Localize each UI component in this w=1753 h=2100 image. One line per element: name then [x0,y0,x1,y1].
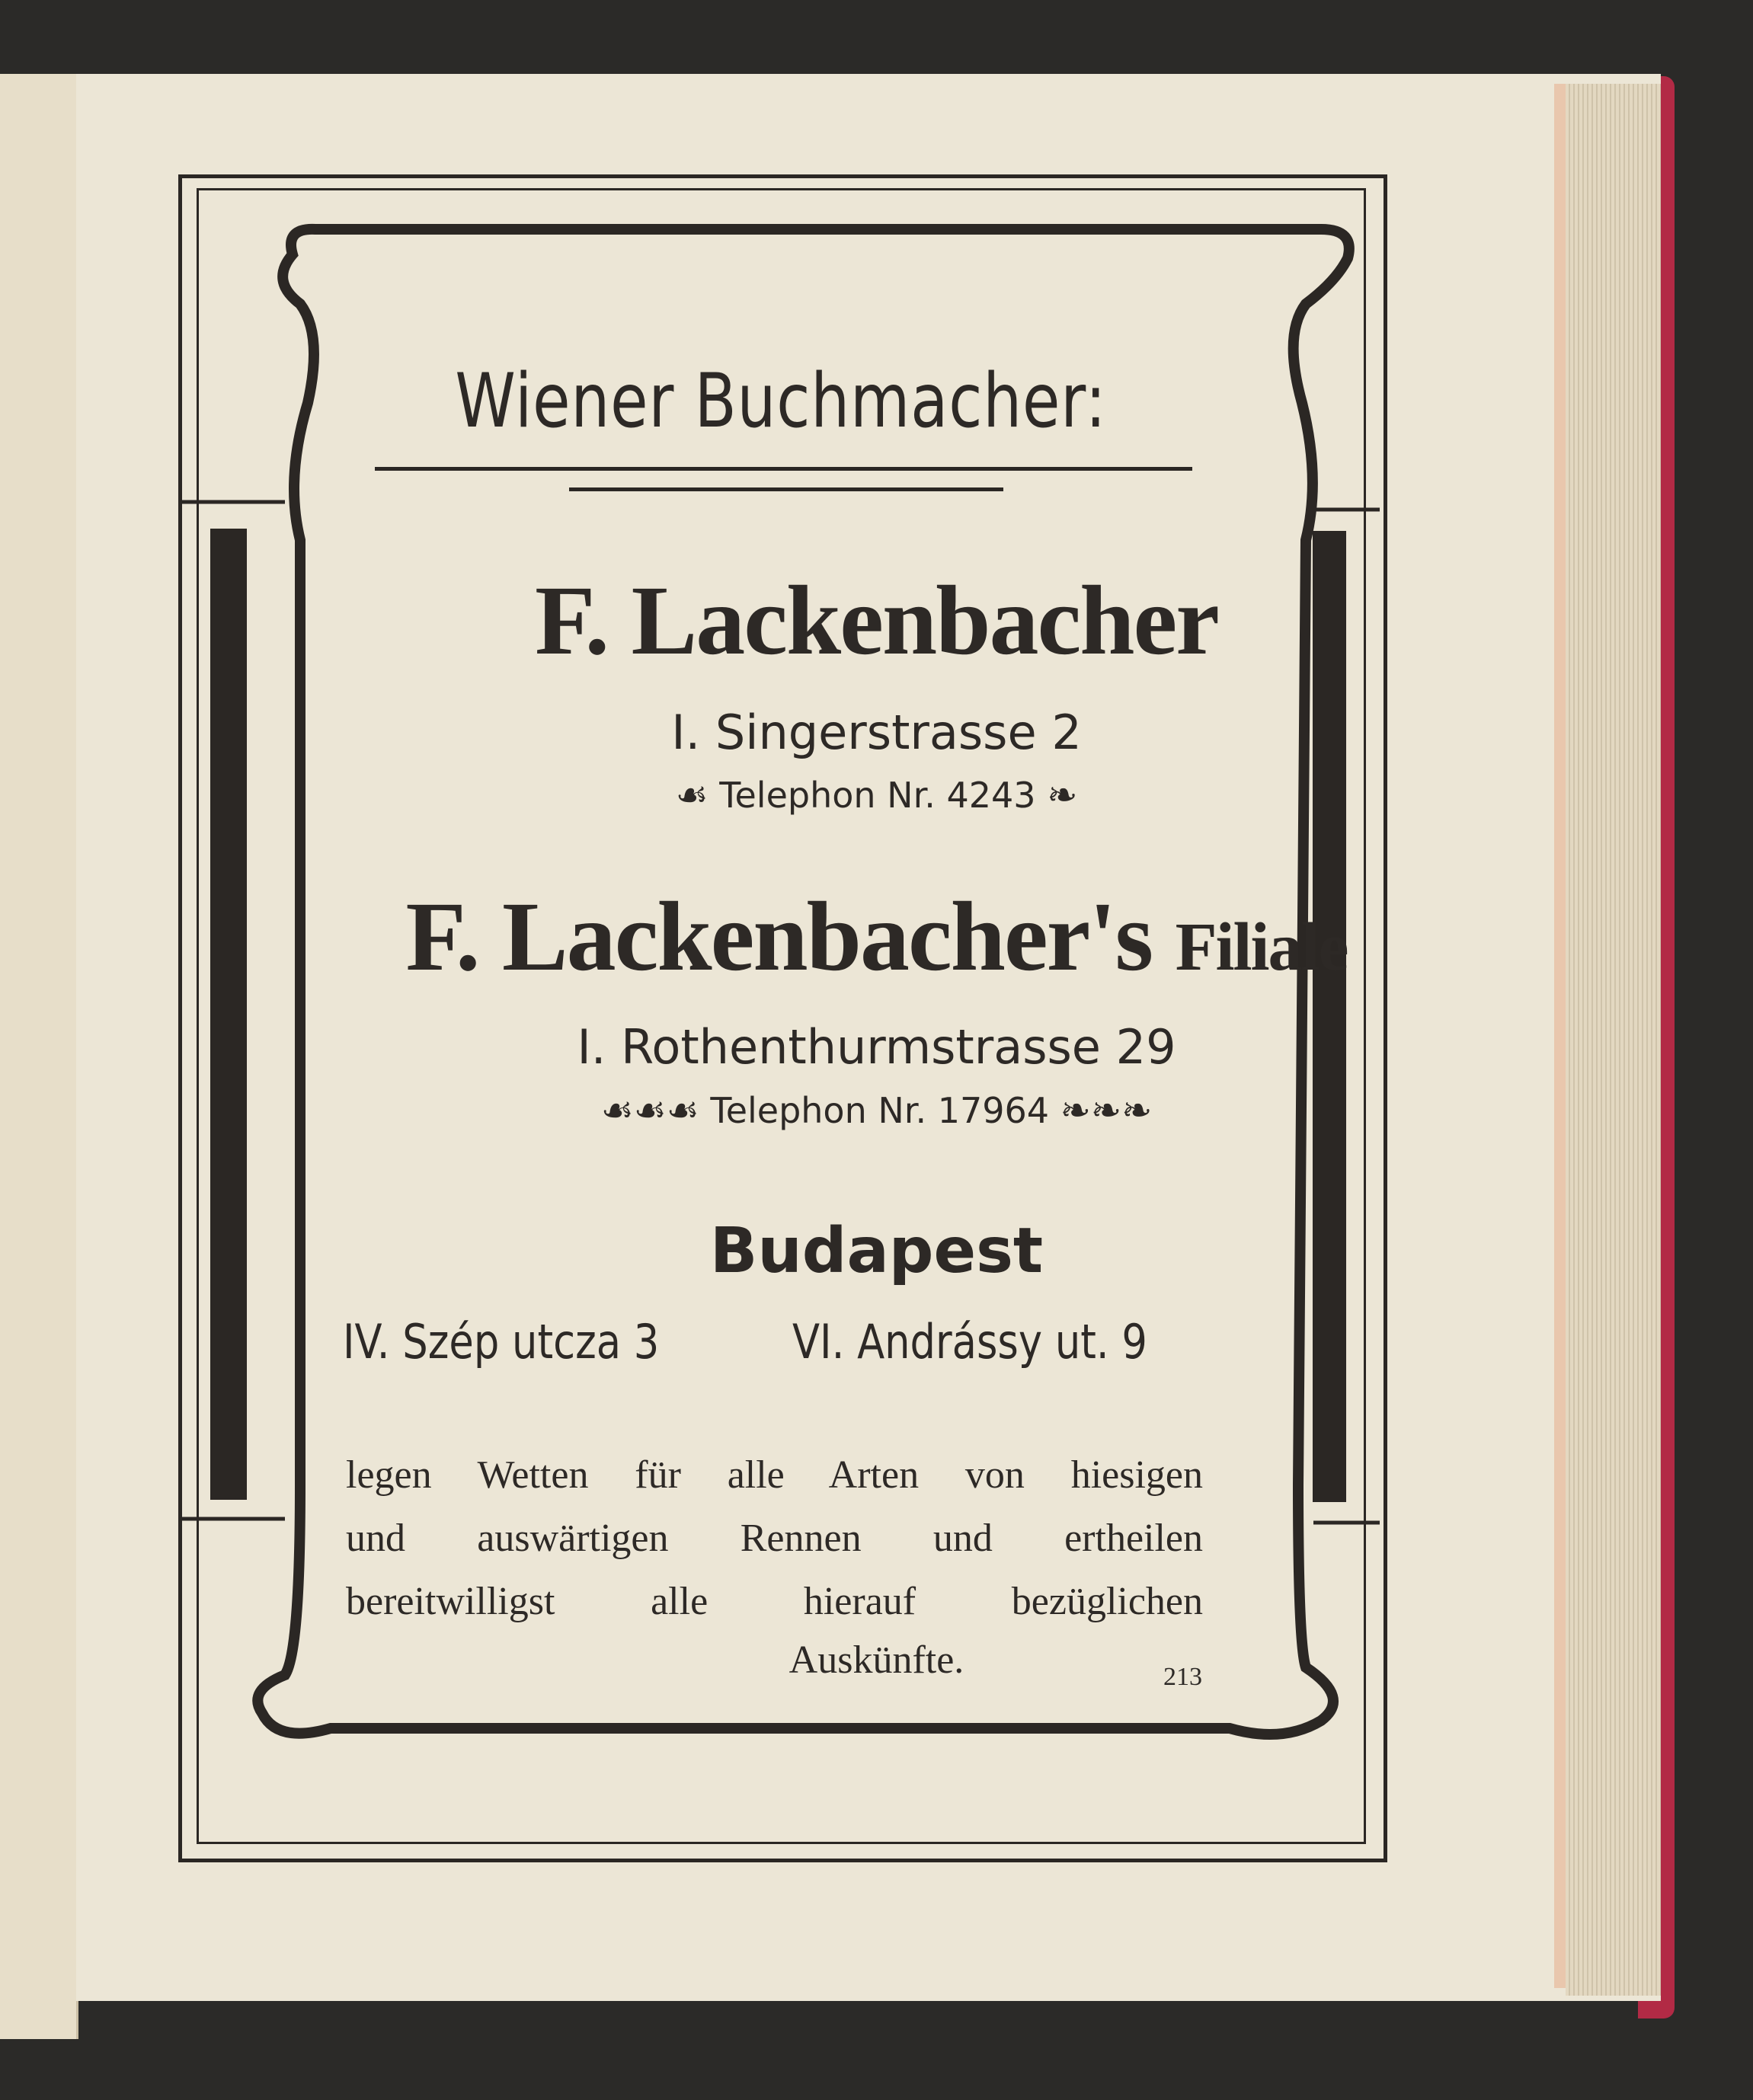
page-heading: Wiener Buchmacher: [455,358,1107,445]
firm2-telephone-text: Telephon Nr. 17964 [710,1090,1050,1131]
budapest-address-right: VI. Andrássy ut. 9 [792,1314,1147,1370]
page-number: 213 [1163,1663,1202,1691]
heading-underline [375,467,1192,471]
firm2-address: I. Rothenthurmstrasse 29 [577,1019,1176,1075]
heading-underline-short [569,487,1003,491]
budapest-address-left: IV. Szép utcza 3 [343,1314,660,1370]
ornament-left-icon: ☙☙☙ [600,1089,699,1132]
firm1-name: F. Lackenbacher [535,566,1218,676]
firm2-name [0,880,1753,994]
firm1-telephone [0,774,1753,817]
description-last-line: Auskünfte. [789,1638,964,1682]
description-line-3: bereitwilligst alle hierauf bezüglichen [346,1580,1203,1623]
firm2-name-text: F. Lackenbacher's [405,882,1153,992]
ornament-left-icon: ☙ [675,774,709,817]
ornament-right-icon: ❧ [1047,774,1078,817]
firm1-address: I. Singerstrasse 2 [671,705,1082,760]
budapest-heading: Budapest [709,1215,1044,1287]
firm2-telephone [0,1089,1753,1132]
firm1-telephone-text: Telephon Nr. 4243 [719,775,1036,816]
description-line-1: legen Wetten für alle Arten von hiesigen [346,1453,1203,1497]
ornament-right-icon: ❧❧❧ [1060,1089,1153,1132]
firm2-name-suffix: Filiale [1175,909,1348,985]
description-line-2: und auswärtigen Rennen und ertheilen [346,1517,1203,1560]
